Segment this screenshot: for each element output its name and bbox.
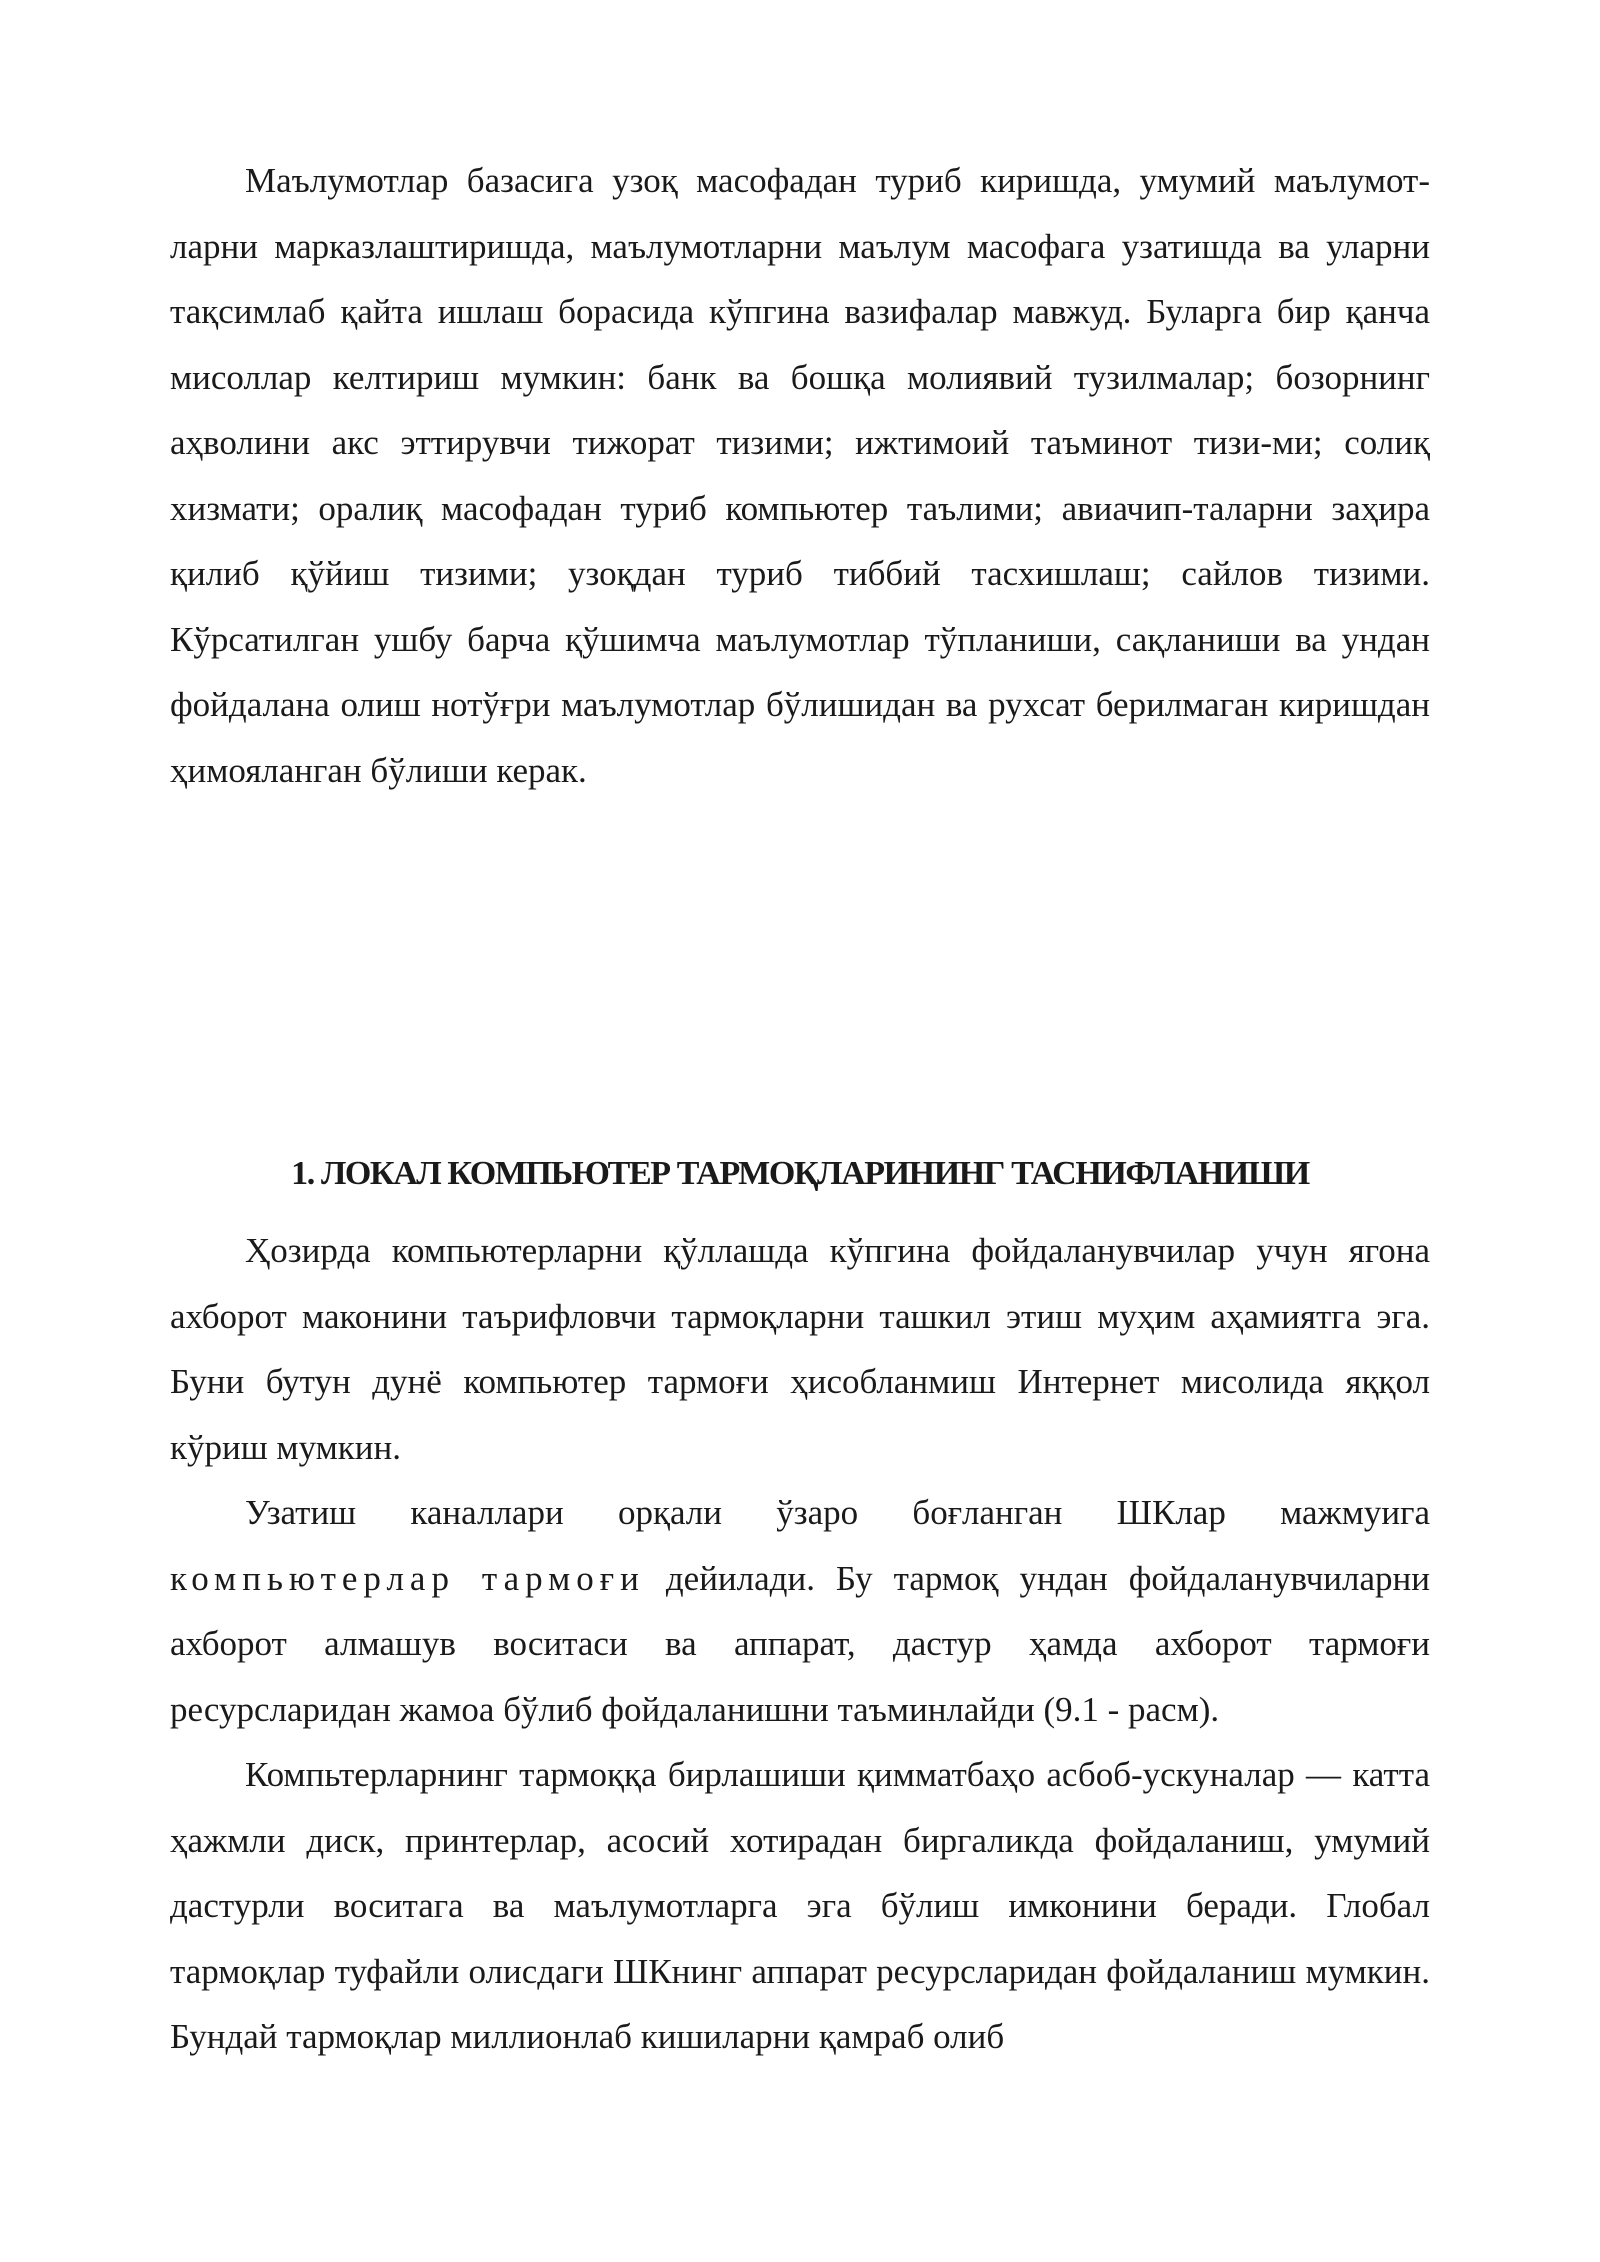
classification-section bbox=[170, 1149, 1430, 2070]
intro-section bbox=[170, 148, 1430, 803]
intro-paragraph: Маълумотлар базасига узоқ масофадан туриб киришда, умумий маълумот-ларни марказлаштиришда, маълумотларни маълум масофага узатишда ва уларни тақсимлаб қайта ишлаш борасида кўпгина вазифалар мавжуд. Буларга бир қанча мисоллар келтириш мумкин: банк ва бошқа молиявий тузилмалар; бозорнинг аҳволини акс эттирувчи тижорат тизими; ижтимоий таъминот тизи-ми; солиқ хизмати; оралиқ масофадан туриб компьютер таълими; авиачип-таларни заҳира қилиб қўйиш тизими; узоқдан туриб тиббий тасхишлаш; сайлов тизими. Кўрсатилган ушбу барча қўшимча маълумотлар тўпланиши, сақланиши ва ундан фойдалана олиш нотўғри маълумотлар бўлишидан ва рухсат берилмаган киришдан ҳимояланган бўлиши керак. bbox=[170, 161, 1430, 790]
section-paragraph-1: Ҳозирда компьютерларни қўллашда кўпгина фойдаланувчилар учун ягона ахборот маконини таърифловчи тармоқларни ташкил этиш муҳим аҳамиятга эга. Буни бутун дунё компьютер тармоғи ҳисобланмиш Интернет мисолида яққол кўриш мумкин. bbox=[170, 1231, 1430, 1467]
defined-term: компьютерлар тармоғи bbox=[170, 1558, 645, 1598]
section-paragraph-2 bbox=[170, 1480, 1430, 1742]
paragraph-2-lead-text: Узатиш каналлари орқали ўзаро боғланган ШКлар мажмуига bbox=[245, 1493, 1430, 1532]
section-heading: 1. ЛОКАЛ КОМПЬЮТЕР ТАРМОҚЛАРИНИНГ ТАСНИФЛАНИШИ bbox=[291, 1155, 1309, 1192]
paragraph-2-tail-text: дейилади. Бу тармоқ ундан фойдаланувчиларни ахборот алмашув воситаси ва аппарат, дастур ҳамда ахборот тармоғи ресурсларидан жамоа бўлиб фойдаланишни таъминлайди (9.1 - расм). bbox=[170, 1558, 1430, 1729]
section-paragraph-3: Компьтерларнинг тармоққа бирлашиши қимматбаҳо асбоб-ускуналар — катта ҳажмли диск, принтерлар, асосий хотирадан биргаликда фойдаланиш, умумий дастурли воситага ва маълумотларга эга бўлиш имконини беради. Глобал тармоқлар туфайли олисдаги ШКнинг аппарат ресурсларидан фойдаланиш мумкин. Бундай тармоқлар миллионлаб кишиларни қамраб олиб bbox=[170, 1755, 1430, 2056]
